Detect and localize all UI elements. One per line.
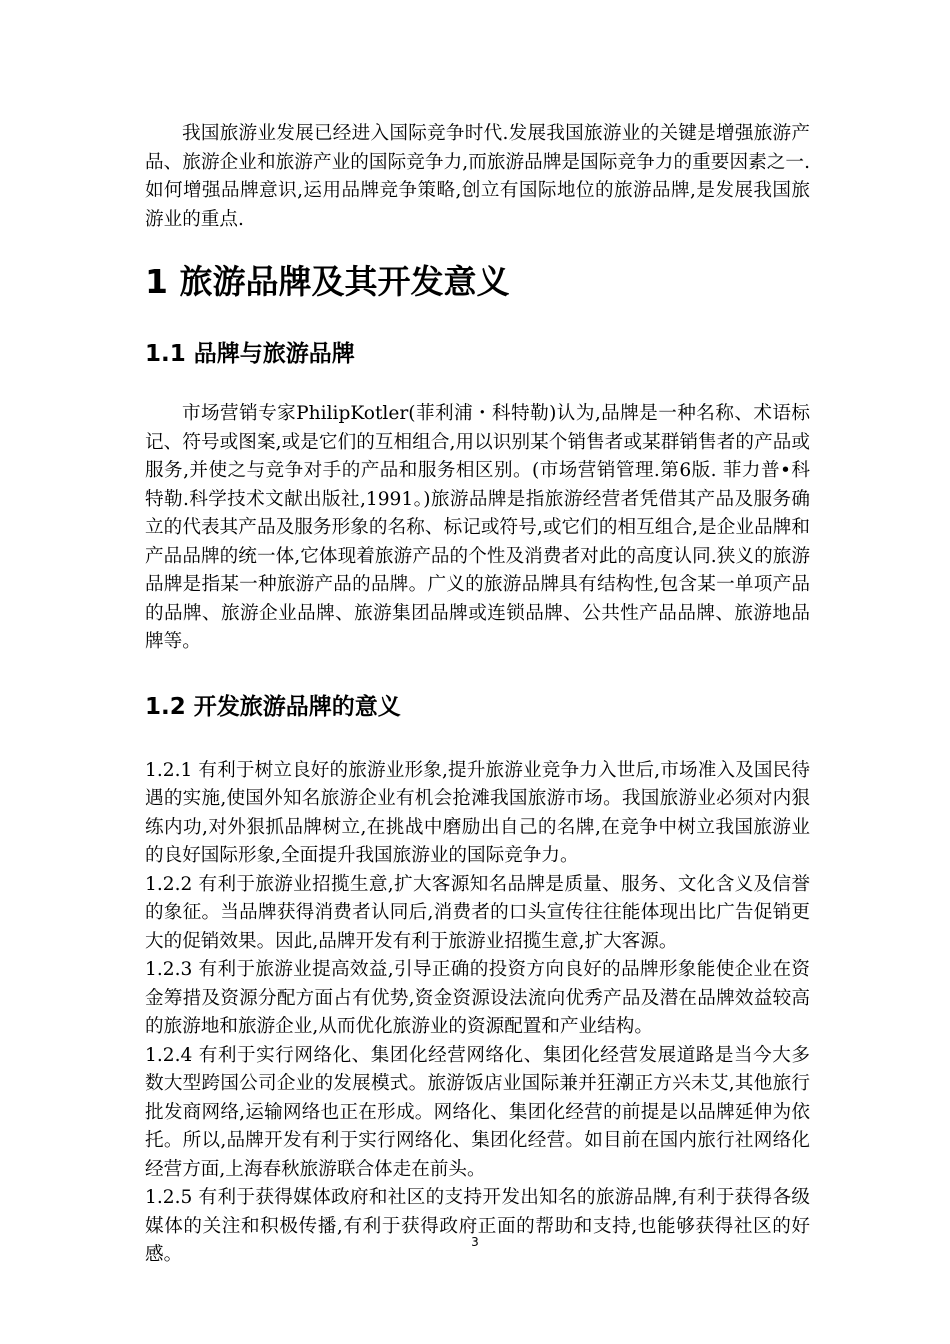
brand-definition-paragraph: 市场营销专家PhilipKotler(菲利浦・科特勒)认为,品牌是一种名称、术语标记、符号或图案,或是它们的互相组合,用以识别某个销售者或某群销售者的产品或服务,并使之与竞争对手的产品和服务相区别。(市场营销管理.第6版. 菲力普•科特勒.科学技术文献出版社,1991。)旅游品牌是指旅游经营者凭借其产品及服务确立的代表其产品及服务形象的名称、标记或符号,或它们的相互组合,是企业品牌和产品品牌的统一体,它体现着旅游产品的个性及消费者对此的高度认同.狭义的旅游品牌是指某一种旅游产品的品牌。广义的旅游品牌具有结构性,包含某一单项产品的品牌、旅游企业品牌、旅游集团品牌或连锁品牌、公共性产品品牌、旅游地品牌等。	[145, 403, 810, 652]
significance-item: 1.2.3 有利于旅游业提高效益,引导正确的投资方向良好的品牌形象能使企业在资金筹措及资源分配方面占有优势,资金资源设法流向优秀产品及潜在品牌效益较高的旅游地和旅游企业,从而优化旅游业的资源配置和产业结构。	[145, 959, 810, 1037]
subsection-heading-significance: 1.2 开发旅游品牌的意义	[145, 693, 401, 720]
significance-item: 1.2.2 有利于旅游业招揽生意,扩大客源知名品牌是质量、服务、文化含义及信誉的象征。当品牌获得消费者认同后,消费者的口头宣传往往能体现出比广告促销更大的促销效果。因此,品牌开发有利于旅游业招揽生意,扩大客源。	[145, 873, 810, 952]
page-content	[145, 120, 810, 1270]
page-number: 3	[471, 1235, 479, 1249]
significance-list	[145, 757, 810, 1270]
intro-paragraph: 我国旅游业发展已经进入国际竞争时代.发展我国旅游业的关键是增强旅游产品、旅游企业和旅游产业的国际竞争力,而旅游品牌是国际竞争力的重要因素之一.如何增强品牌意识,运用品牌竞争策略,创立有国际地位的旅游品牌,是发展我国旅游业的重点.	[145, 123, 810, 230]
subsection-heading-brand: 1.1 品牌与旅游品牌	[145, 341, 355, 367]
section-heading: 1 旅游品牌及其开发意义	[145, 262, 510, 301]
significance-item: 1.2.5 有利于获得媒体政府和社区的支持开发出知名的旅游品牌,有利于获得各级媒体的关注和积极传播,有利于获得政府正面的帮助和支持,也能够获得社区的好感。	[145, 1187, 810, 1265]
significance-item: 1.2.1 有利于树立良好的旅游业形象,提升旅游业竞争力入世后,市场准入及国民待遇的实施,使国外知名旅游企业有机会抢滩我国旅游市场。我国旅游业必须对内狠练内功,对外狠抓品牌树立,在挑战中磨励出自己的名牌,在竞争中树立我国旅游业的良好国际形象,全面提升我国旅游业的国际竞争力。	[145, 759, 810, 866]
significance-item: 1.2.4 有利于实行网络化、集团化经营网络化、集团化经营发展道路是当今大多数大型跨国公司企业的发展模式。旅游饭店业国际兼并狂潮正方兴未艾,其他旅行批发商网络,运输网络也正在形成。网络化、集团化经营的前提是以品牌延伸为依托。所以,品牌开发有利于实行网络化、集团化经营。如目前在国内旅行社网络化经营方面,上海春秋旅游联合体走在前头。	[145, 1044, 810, 1180]
